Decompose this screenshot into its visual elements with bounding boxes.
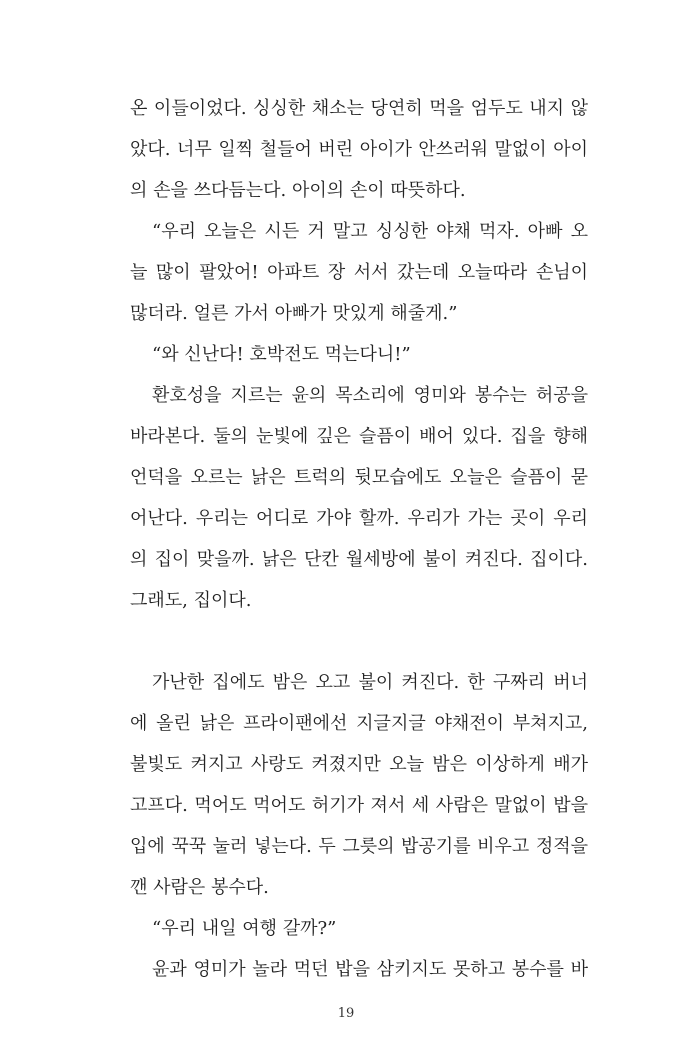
text-line: 의 집이 맞을까. 낡은 단칸 월세방에 불이 켜진다. 집이다. — [130, 549, 588, 570]
text-line: 가난한 집에도 밤은 오고 불이 켜진다. 한 구짜리 버너 — [152, 672, 588, 693]
page-number: 19 — [337, 1006, 355, 1021]
text-line: 불빛도 켜지고 사랑도 켜졌지만 오늘 밤은 이상하게 배가 — [130, 754, 588, 775]
text-line: 많더라. 얼른 가서 아빠가 맛있게 해줄게.” — [130, 303, 458, 324]
text-line: 환호성을 지르는 윤의 목소리에 영미와 봉수는 허공을 — [152, 385, 588, 406]
text-line: 늘 많이 팔았어! 아파트 장 서서 갔는데 오늘따라 손님이 — [130, 262, 588, 283]
text-line: “우리 오늘은 시든 거 말고 싱싱한 야채 먹자. 아빠 오 — [152, 221, 588, 242]
text-line: 어난다. 우리는 어디로 가야 할까. 우리가 가는 곳이 우리 — [130, 508, 588, 529]
text-line: “우리 내일 여행 갈까?” — [152, 918, 337, 939]
text-line: 고프다. 먹어도 먹어도 허기가 져서 세 사람은 말없이 밥을 — [130, 795, 588, 816]
text-line: 에 올린 낡은 프라이팬에선 지글지글 야채전이 부쳐지고, — [130, 713, 588, 734]
text-line: 윤과 영미가 놀라 먹던 밥을 삼키지도 못하고 봉수를 바 — [152, 959, 588, 980]
text-line: 바라본다. 둘의 눈빛에 깊은 슬픔이 배어 있다. 집을 향해 — [130, 426, 588, 447]
text-line: 았다. 너무 일찍 철들어 버린 아이가 안쓰러워 말없이 아이 — [130, 139, 588, 160]
text-line: 언덕을 오르는 낡은 트럭의 뒷모습에도 오늘은 슬픔이 묻 — [130, 467, 588, 488]
section-break — [130, 621, 588, 662]
text-line: 입에 꾹꾹 눌러 넣는다. 두 그릇의 밥공기를 비우고 정적을 — [130, 836, 588, 857]
text-line: 의 손을 쓰다듬는다. 아이의 손이 따뜻하다. — [130, 180, 466, 201]
text-line: 온 이들이었다. 싱싱한 채소는 당연히 먹을 엄두도 내지 않 — [130, 98, 588, 119]
text-line: 그래도, 집이다. — [130, 590, 252, 611]
text-line: “와 신난다! 호박전도 먹는다니!” — [152, 344, 411, 365]
text-line: 깬 사람은 봉수다. — [130, 877, 269, 898]
